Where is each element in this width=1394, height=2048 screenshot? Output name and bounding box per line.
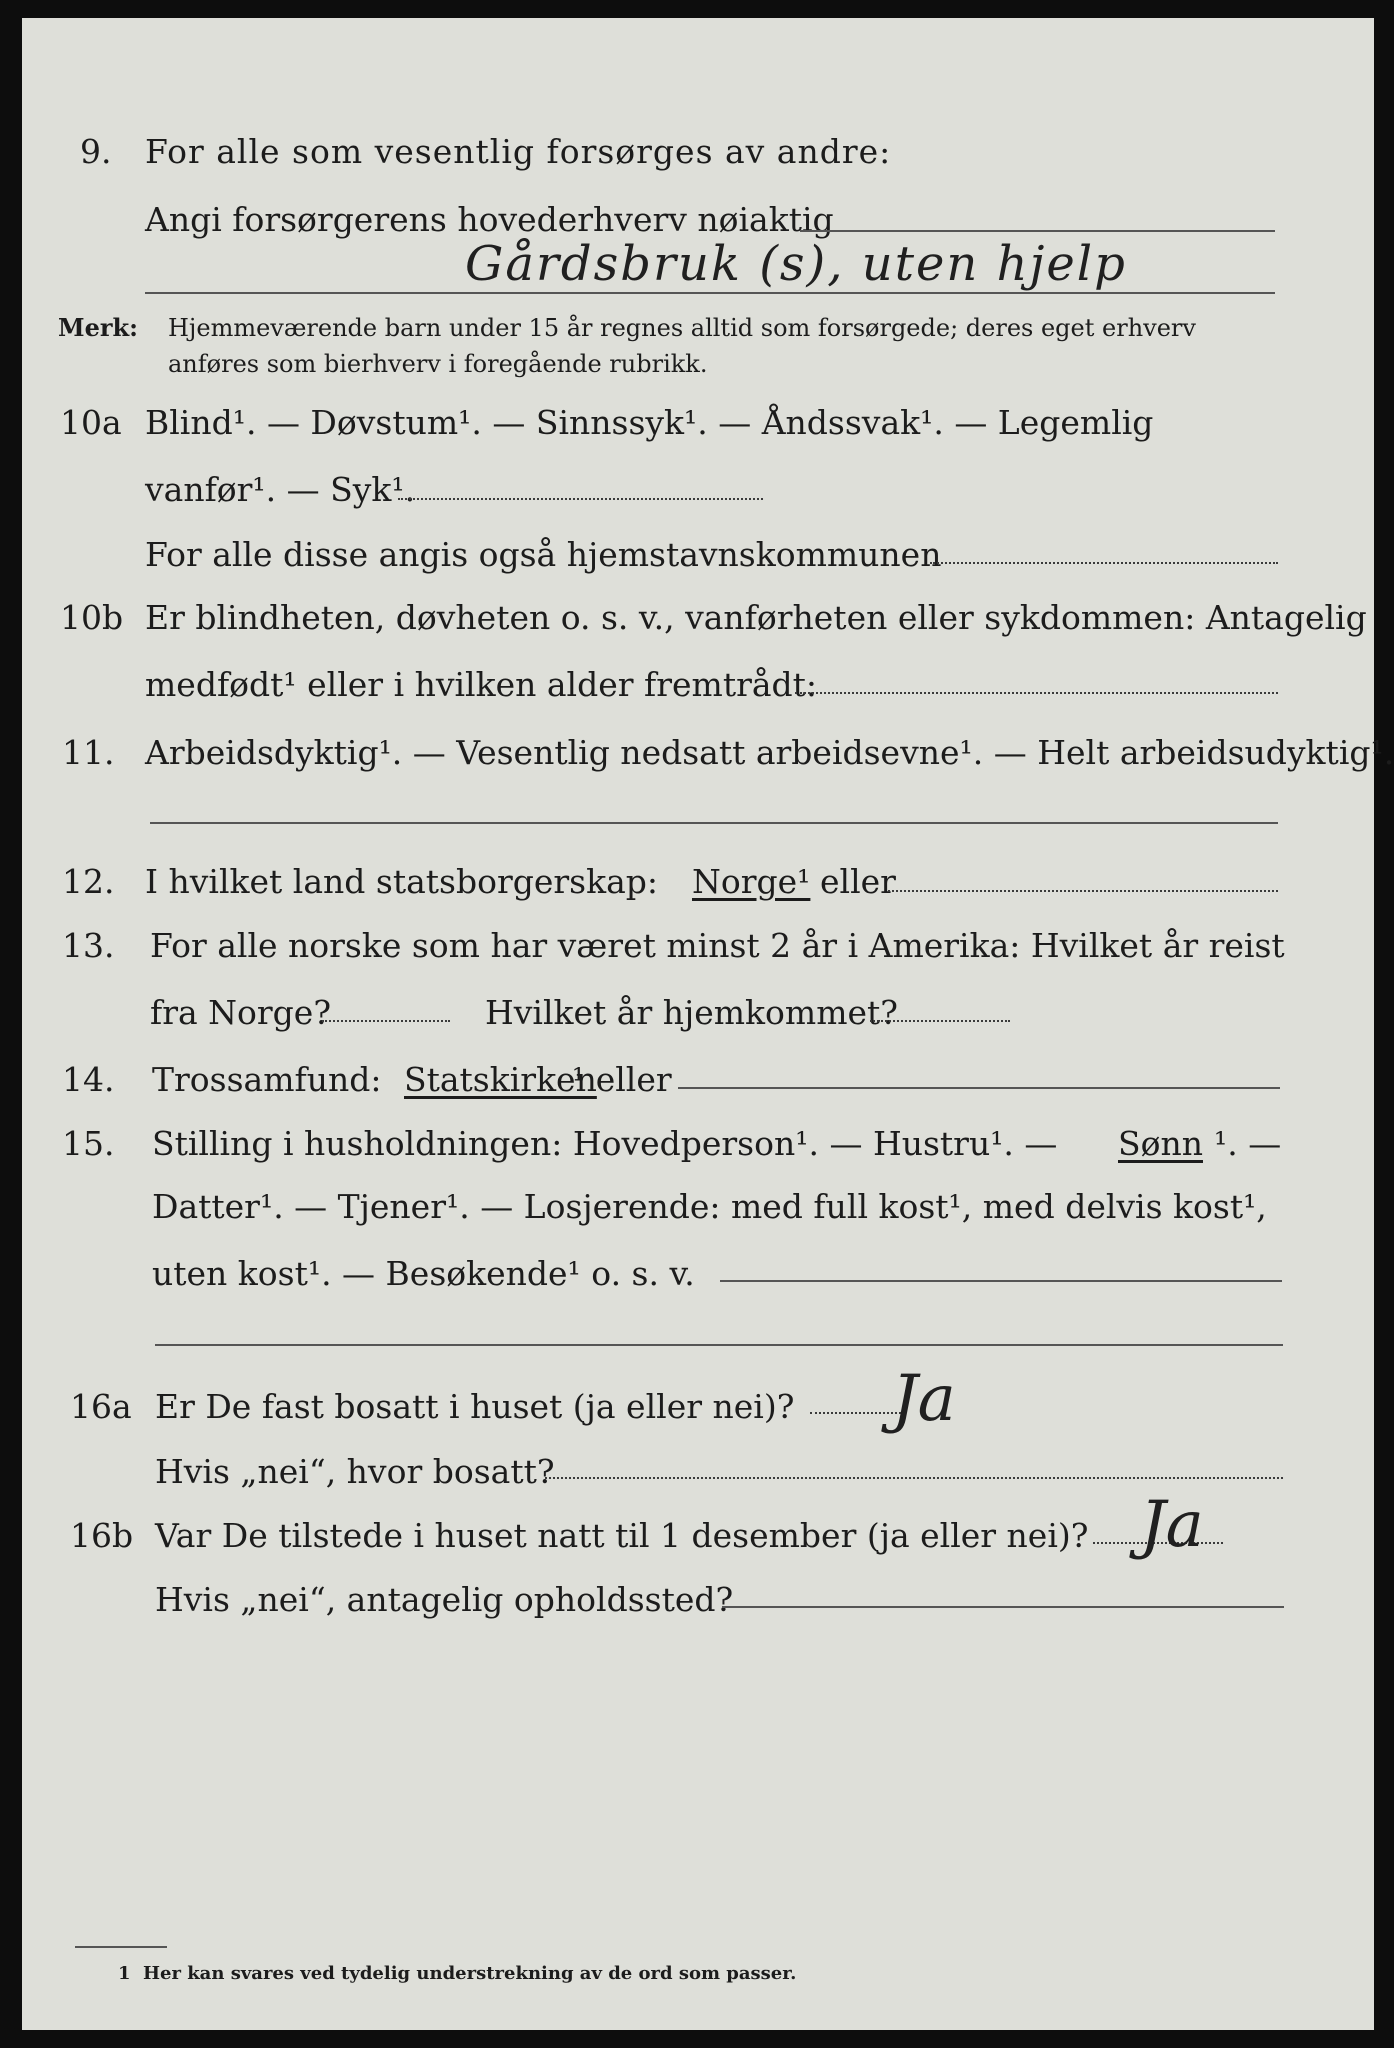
q15-option-sonn: Sønn xyxy=(1118,1124,1203,1163)
q16a-answer-dots[interactable] xyxy=(810,1412,905,1414)
q13-number: 13. xyxy=(62,926,115,965)
q13-hjemkommet-dots[interactable] xyxy=(870,1020,1010,1022)
q13-reist-dots[interactable] xyxy=(322,1020,450,1022)
q9-answer-line-1 xyxy=(800,230,1275,232)
q15-line2: Datter¹. — Tjener¹. — Losjerende: med full kost¹, med delvis kost¹, xyxy=(152,1187,1267,1226)
q9-answer-handwritten: Gårdsbruk (s), uten hjelp xyxy=(465,236,1127,292)
q12-other-dots[interactable] xyxy=(888,890,1278,892)
q12-suffix: eller xyxy=(820,862,896,901)
q11-line1: Arbeidsdyktig¹. — Vesentlig nedsatt arbeidsevne¹. — Helt arbeidsudyktig¹. xyxy=(145,733,1394,772)
q14-suffix: ¹ eller xyxy=(572,1060,672,1099)
q12-option-norge: Norge¹ xyxy=(692,862,811,901)
q13-line1: For alle norske som har været minst 2 år i Amerika: Hvilket år reist xyxy=(150,926,1285,965)
q10a-line3: For alle disse angis også hjemstavnskommunen xyxy=(145,535,942,574)
q16b-answer-handwritten: Ja xyxy=(1140,1488,1204,1562)
q10a-line2: vanfør¹. — Syk¹. xyxy=(145,470,416,509)
footnote-text: Her kan svares ved tydelig understrekning av de ord som passer. xyxy=(143,1963,797,1984)
q15-line1c: ¹. — xyxy=(1214,1124,1282,1163)
q14-prefix: Trossamfund: xyxy=(152,1060,382,1099)
q13-line2a: fra Norge? xyxy=(150,993,332,1032)
footnote-mark: 1 xyxy=(118,1963,131,1984)
q15-line3: uten kost¹. — Besøkende¹ o. s. v. xyxy=(152,1254,695,1293)
q14-number: 14. xyxy=(62,1060,115,1099)
q16b-line1: Var De tilstede i huset natt til 1 desember (ja eller nei)? xyxy=(155,1516,1089,1555)
q12-prefix: I hvilket land statsborgerskap: xyxy=(145,862,659,901)
q16a-bosatt-dots[interactable] xyxy=(545,1477,1283,1479)
q16a-line1: Er De fast bosatt i huset (ja eller nei)? xyxy=(155,1387,795,1426)
q15-answer-line[interactable] xyxy=(155,1344,1283,1346)
q15-number: 15. xyxy=(62,1124,115,1163)
q15-other-line[interactable] xyxy=(720,1280,1282,1282)
q14-other-line[interactable] xyxy=(678,1087,1280,1089)
q16b-opholdssted-line[interactable] xyxy=(722,1606,1284,1608)
q14-option-statskirken: Statskirken xyxy=(404,1060,597,1099)
q9-line2: Angi forsørgerens hovederhverv nøiaktig xyxy=(145,200,834,239)
q10b-line2: medfødt¹ eller i hvilken alder fremtrådt: xyxy=(145,665,818,704)
q16a-number: 16a xyxy=(70,1387,132,1426)
q16b-number: 16b xyxy=(70,1516,134,1555)
q15-line1a: Stilling i husholdningen: Hovedperson¹. — Hustru¹. — xyxy=(152,1124,1058,1163)
merk-line2: anføres som bierhverv i foregående rubrikk. xyxy=(168,350,708,378)
q10b-age-dots[interactable] xyxy=(795,692,1278,694)
q16a-line2: Hvis „nei“, hvor bosatt? xyxy=(155,1452,555,1491)
q16b-line2: Hvis „nei“, antagelig opholdssted? xyxy=(155,1580,734,1619)
footnote-rule xyxy=(75,1946,167,1948)
merk-line1: Hjemmeværende barn under 15 år regnes alltid som forsørgede; deres eget erhverv xyxy=(168,314,1196,342)
q10b-line1: Er blindheten, døvheten o. s. v., vanførheten eller sykdommen: Antagelig xyxy=(145,598,1367,637)
q10a-syk-dots[interactable] xyxy=(398,498,763,500)
q12-number: 12. xyxy=(62,862,115,901)
q13-line2b: Hvilket år hjemkommet? xyxy=(485,993,898,1032)
q10a-line1: Blind¹. — Døvstum¹. — Sinnssyk¹. — Åndssvak¹. — Legemlig xyxy=(145,403,1154,442)
q10a-kommune-dots[interactable] xyxy=(930,562,1278,564)
q9-number: 9. xyxy=(80,132,112,171)
merk-label: Merk: xyxy=(58,313,138,342)
q11-answer-line[interactable] xyxy=(150,822,1278,824)
q16a-answer-handwritten: Ja xyxy=(892,1362,956,1436)
q9-line1: For alle som vesentlig forsørges av andre: xyxy=(145,132,892,171)
q11-number: 11. xyxy=(62,733,115,772)
q9-answer-line-2[interactable] xyxy=(145,292,1275,294)
q10b-number: 10b xyxy=(60,598,124,637)
q10a-number: 10a xyxy=(60,403,122,442)
